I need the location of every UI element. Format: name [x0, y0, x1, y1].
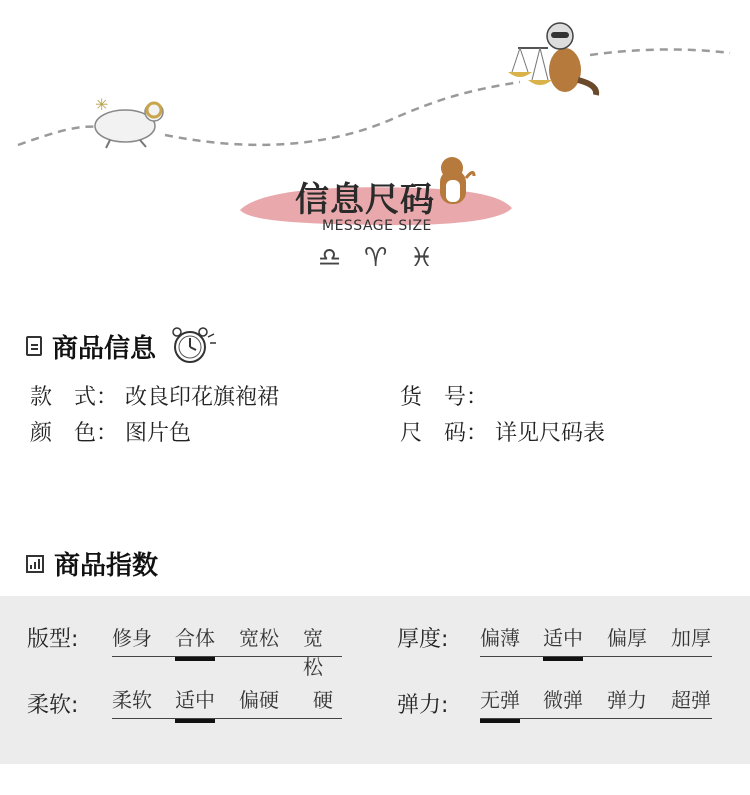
index-option-selected: 无弹 [480, 684, 520, 723]
index-elasticity-scale [480, 684, 712, 719]
document-icon [26, 336, 42, 356]
raccoon-scale-icon [508, 23, 596, 95]
product-info-header [26, 325, 218, 367]
index-option: 偏厚 [607, 626, 647, 650]
info-style-value: 改良印花旗袍裙 [125, 385, 280, 410]
info-sku: 货 号： [400, 385, 489, 410]
section-banner [230, 168, 520, 238]
product-index-header [26, 545, 158, 582]
info-size-value: 详见尺码表 [495, 421, 606, 446]
index-option-selected: 适中 [175, 684, 215, 723]
index-elasticity-label: 弹力: [397, 693, 449, 718]
ram-icon [95, 95, 163, 148]
info-color-value: 图片色 [125, 421, 192, 446]
banner-title: 信息尺码 [295, 180, 435, 220]
pisces-icon: ♓ [410, 243, 434, 273]
info-style: 款 式： 改良印花旗袍裙 [30, 385, 280, 410]
index-option-selected: 适中 [543, 622, 583, 661]
index-softness-scale [112, 684, 342, 719]
index-option: 偏硬 [239, 688, 279, 712]
index-option: 弹力 [607, 688, 647, 712]
index-fit-label: 版型: [27, 627, 79, 652]
alarm-clock-icon [166, 325, 218, 367]
index-option: 偏薄 [480, 626, 520, 650]
index-option: 柔软 [112, 688, 152, 712]
info-color: 颜 色： 图片色 [30, 421, 192, 446]
bar-chart-icon [26, 555, 44, 573]
index-softness-label: 柔软: [27, 693, 79, 718]
product-index-title: 商品指数 [54, 551, 159, 581]
index-option: 硬 [313, 688, 333, 712]
index-option: 修身 [112, 626, 152, 650]
info-size: 尺 码： 详见尺码表 [400, 421, 606, 446]
index-thickness-label: 厚度: [397, 627, 449, 652]
banner-subtitle: MESSAGE SIZE [322, 218, 432, 234]
index-option: 宽松 [303, 626, 323, 679]
index-option: 微弹 [543, 688, 583, 712]
svg-text:✳: ✳ [95, 95, 109, 114]
aries-icon: ♈ [364, 243, 388, 273]
index-option: 超弹 [671, 688, 711, 712]
index-fit-scale [112, 622, 342, 679]
index-option: 宽松 [239, 626, 279, 650]
libra-icon: ♎ [318, 243, 342, 273]
index-thickness-scale [480, 622, 712, 657]
index-option-selected: 合体 [175, 622, 215, 661]
product-info-title: 商品信息 [52, 333, 157, 364]
index-option: 加厚 [671, 626, 711, 650]
